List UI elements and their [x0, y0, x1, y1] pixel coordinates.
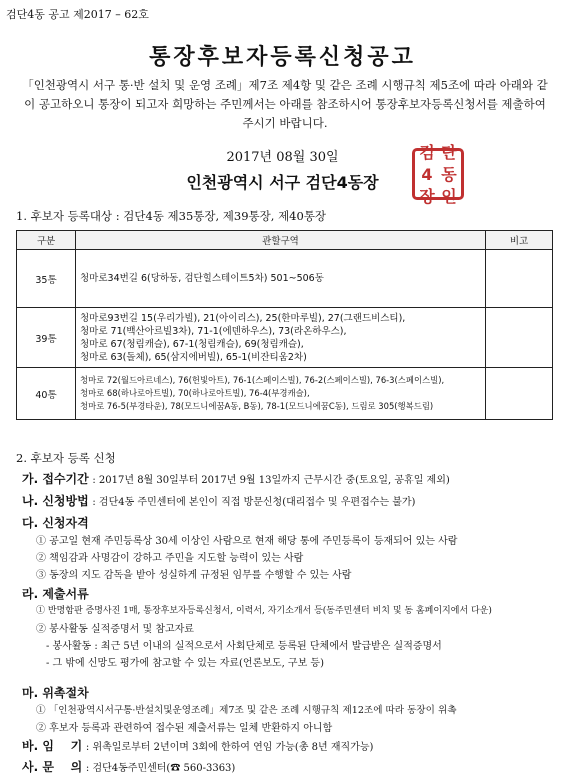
documents-label: 라. 제출서류	[22, 587, 89, 601]
notice-date: 2017년 08월 30일	[226, 150, 339, 165]
application-period	[22, 470, 450, 487]
row-code: 40통	[17, 368, 76, 420]
area-line: 청마로 63(돌체), 65(삼지에버빌), 65-1(비잔티움2차)	[80, 351, 307, 363]
row-areas	[76, 308, 486, 368]
table-row	[17, 308, 553, 368]
table-header-row	[17, 231, 553, 250]
official-seal	[412, 143, 464, 206]
documents-item: ① 반명함판 증명사진 1매, 통장후보자등록신청서, 이력서, 자기소개서 등(동주민센터 비치 및 동 홈페이지에서 다운)	[36, 606, 492, 616]
term-label: 바. 임 기	[22, 739, 83, 753]
row-remark	[486, 308, 553, 368]
eligibility-item: ① 공고일 현재 주민등록상 30세 이상인 사람으로 현재 해당 통에 주민등록이 등재되어 있는 사람	[36, 536, 458, 547]
area-line: 청마로34번길 6(당하동, 검단힐스테이트5차) 501~506동	[80, 273, 324, 284]
table-row	[17, 368, 553, 420]
documents-item: ② 봉사활동 실적증명서 및 참고자료	[36, 624, 194, 635]
issuer-name: 인천광역시 서구 검단4동장	[186, 173, 379, 192]
seal-char: 동	[441, 165, 457, 184]
inquiry-text: : 검단4동주민센터(☎ 560-3363)	[85, 763, 236, 774]
documents-heading	[22, 585, 89, 602]
documents-subitem: - 그 밖에 신망도 평가에 참고할 수 있는 자료(언론보도, 구보 등)	[46, 658, 324, 669]
eligibility-item: ② 책임감과 사명감이 강하고 주민을 지도할 능력이 있는 사람	[36, 553, 304, 564]
documents-subitem: - 봉사활동 : 최근 5년 이내의 실적으로서 사회단체로 등록된 단체에서 발급받은 실적증명서	[46, 641, 442, 652]
eligibility-heading	[22, 514, 89, 531]
inquiry-label: 사. 문 의	[22, 760, 83, 774]
row-code: 39통	[17, 308, 76, 368]
seal-char: 단	[441, 143, 457, 162]
table-row	[17, 250, 553, 308]
seal-char: 장	[419, 187, 435, 206]
area-line: 청마로 68(하나로아트빌), 70(하나로아트빌), 76-4(부경캐슬),	[80, 388, 310, 398]
page-title: 통장후보자등록신청공고	[149, 45, 416, 70]
appointment-item: ① 「인천광역시서구통·반설치및운영조례」제7조 및 같은 조례 시행규칙 제12조에 따라 동장이 위촉	[36, 705, 457, 716]
appointment-item: ② 후보자 등록과 관련하여 접수된 제출서류는 일체 반환하지 아니함	[36, 723, 333, 734]
row-remark	[486, 250, 553, 308]
row-remark	[486, 368, 553, 420]
area-line: 청마로 71(백산아르빌3차), 71-1(에덴하우스), 73(라온하우스),	[80, 325, 347, 337]
seal-char: 검	[419, 143, 435, 162]
appointment-heading	[22, 684, 89, 701]
section2-heading: 2. 후보자 등록 신청	[16, 451, 116, 465]
row-areas	[76, 250, 486, 308]
seal-char: 인	[441, 187, 457, 206]
term-text: : 위촉일로부터 2년이며 3회에 한하여 연임 가능(총 8년 재직가능)	[85, 742, 374, 753]
area-line: 청마로93번길 15(우리가빌), 21(아이리스), 25(한마루빌), 27(그랜드비스티),	[80, 312, 406, 324]
intro-paragraph: 「인천광역시 서구 통·반 설치 및 운영 조례」제7조 제4항 및 같은 조례 시행규칙 제5조에 따라 아래와 같이 공고하오니 통장이 되고자 희망하는 주민께서는 아래를 참조하시어 통장후보자등록신청서를 제출하여 주시기 바랍니다.	[22, 78, 548, 130]
application-method	[22, 492, 415, 509]
document-number: 검단4동 공고 제2017 – 62호	[6, 8, 149, 21]
inquiry	[22, 758, 235, 775]
application-method-text: : 검단4동 주민센터에 본인이 직접 방문신청(대리접수 및 우편접수는 불가)	[92, 497, 416, 508]
area-line: 청마로 72(월드아르네스), 76(헌빛아트), 76-1(스페이스빌), 76-2(스페이스빌), 76-3(스페이스빌),	[80, 375, 445, 385]
header-area: 관할구역	[76, 231, 486, 250]
section1-heading: 1. 후보자 등록대상 : 검단4동 제35통장, 제39통장, 제40통장	[16, 209, 327, 223]
row-code: 35통	[17, 250, 76, 308]
seal-char: 4	[421, 165, 433, 184]
area-line: 청마로 76-5(부경타운), 78(모드니에꿈A동, B동), 78-1(모드니에꿈C동), 드림로 305(행복드림)	[80, 401, 434, 411]
eligibility-item: ③ 동장의 지도 감독을 받아 성실하게 규정된 임무를 수행할 수 있는 사람	[36, 570, 352, 581]
term	[22, 737, 373, 754]
application-period-text: : 2017년 8월 30일부터 2017년 9월 13일까지 근무시간 중(토요일, 공휴일 제외)	[92, 475, 450, 486]
area-line: 청마로 67(청림캐슬), 67-1(청림캐슬), 69(청림캐슬),	[80, 338, 304, 350]
eligibility-label: 다. 신청자격	[22, 516, 89, 530]
application-method-label: 나. 신청방법	[22, 494, 89, 508]
appointment-label: 마. 위촉절차	[22, 686, 89, 700]
header-remark: 비고	[486, 231, 553, 250]
header-category: 구분	[17, 231, 76, 250]
targets-table	[16, 230, 553, 420]
application-period-label: 가. 접수기간	[22, 472, 89, 486]
row-areas	[76, 368, 486, 420]
